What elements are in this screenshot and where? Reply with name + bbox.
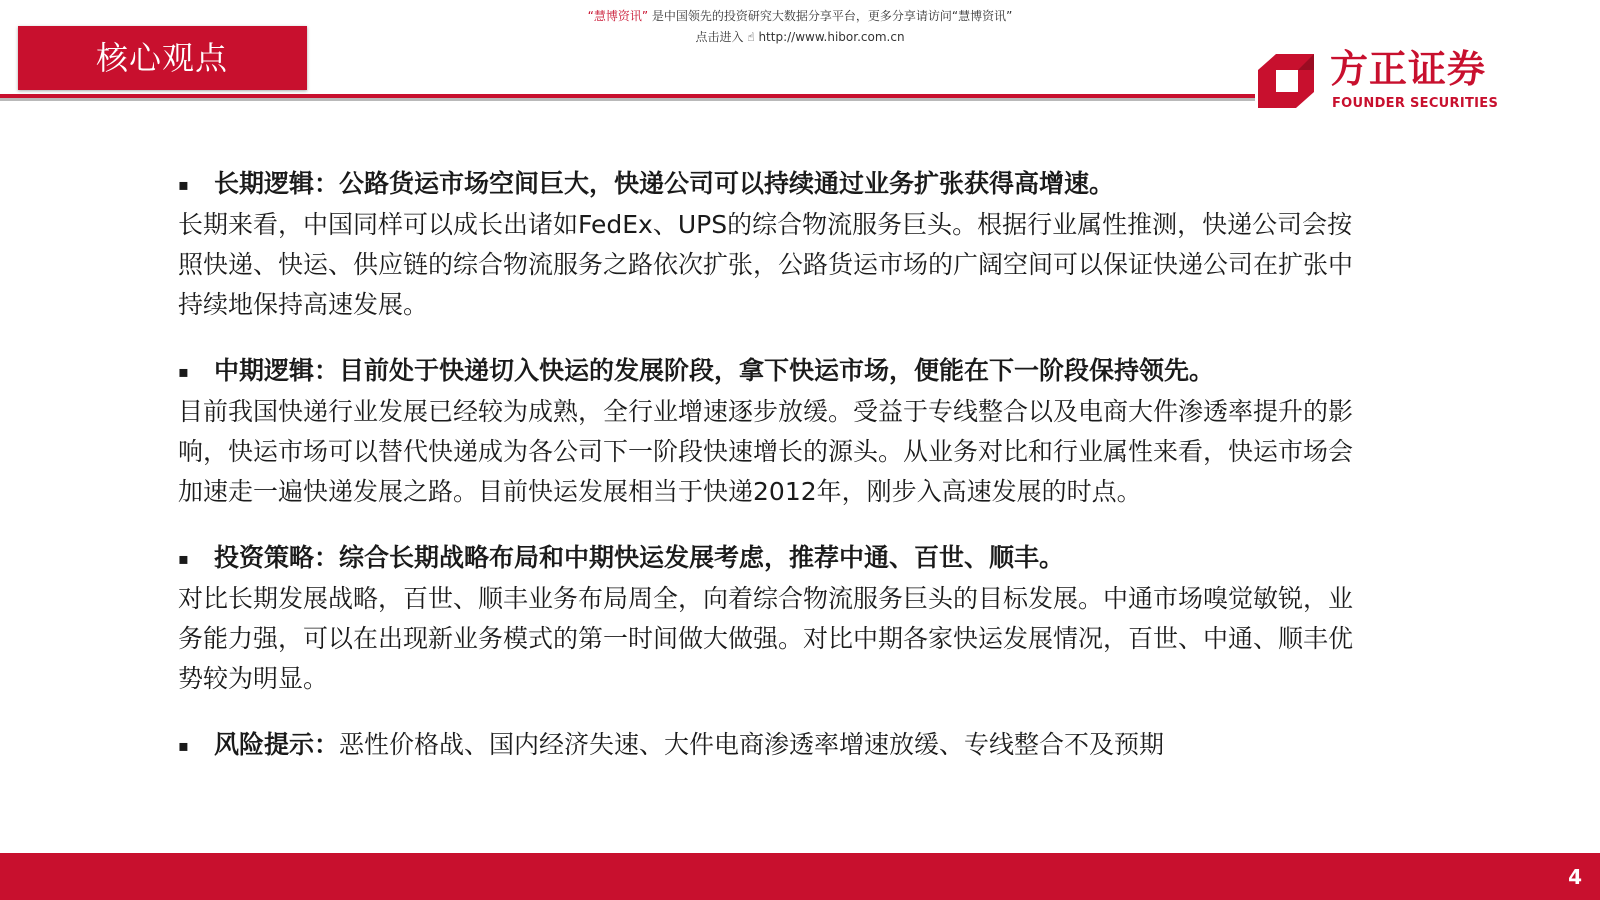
watermark-brand: 慧博资讯 xyxy=(593,9,642,23)
logo-name-en: FOUNDER SECURITIES xyxy=(1332,96,1499,111)
watermark-brand-open: “ xyxy=(587,9,594,23)
key-points-list xyxy=(178,164,1358,766)
bullet-icon: ▪ xyxy=(178,736,189,755)
company-logo xyxy=(1256,44,1536,116)
risk-label: 风险提示： xyxy=(214,730,340,759)
logo-name-cn: 方正证券 xyxy=(1330,47,1487,91)
founder-logo-icon xyxy=(1256,52,1316,110)
watermark-link-prefix: 点击进入 xyxy=(695,30,744,44)
point-body: 目前我国快递行业发展已经较为成熟，全行业增速逐步放缓。受益于专线整合以及电商大件渗透率提升的影响，快运市场可以替代快递成为各公司下一阶段快速增长的源头。从业务对比和行业属性来看，快运市场会加速走一遍快递发展之路。目前快运发展相当于快递2012年，刚步入高速发展的时点。 xyxy=(178,397,1354,506)
key-point-strategy xyxy=(178,538,1358,699)
page-number: 4 xyxy=(1568,865,1582,889)
slide-title: 核心观点 xyxy=(96,39,229,77)
pointer-hand-icon: ☝ xyxy=(747,30,755,44)
watermark-line-1 xyxy=(0,6,1600,27)
risk-text: 恶性价格战、国内经济失速、大件电商渗透率增速放缓、专线整合不及预期 xyxy=(339,730,1165,759)
bullet-icon: ▪ xyxy=(178,362,189,381)
point-heading xyxy=(178,164,1358,205)
point-heading xyxy=(178,725,1358,766)
point-body: 对比长期发展战略，百世、顺丰业务布局周全，向着综合物流服务巨头的目标发展。中通市场嗅觉敏锐，业务能力强，可以在出现新业务模式的第一时间做大做强。对比中期各家快运发展情况，百世、中通、顺丰优势较为明显。 xyxy=(178,584,1354,693)
point-heading xyxy=(178,538,1358,579)
key-point-long-term xyxy=(178,164,1358,325)
point-heading xyxy=(178,351,1358,392)
bullet-icon: ▪ xyxy=(178,549,189,568)
bullet-icon: ▪ xyxy=(178,175,189,194)
point-body: 长期来看，中国同样可以成长出诸如FedEx、UPS的综合物流服务巨头。根据行业属性推测，快递公司会按照快递、快运、供应链的综合物流服务之路依次扩张，公路货运市场的广阔空间可以保证快递公司在扩张中持续地保持高速发展。 xyxy=(178,210,1354,319)
watermark-text: 是中国领先的投资研究大数据分享平台，更多分享请访问“慧博资讯” xyxy=(651,9,1013,23)
header-divider-shadow xyxy=(0,98,1255,101)
footer-bar xyxy=(0,853,1600,900)
slide-title-box xyxy=(18,26,307,90)
watermark-url[interactable]: http://www.hibor.com.cn xyxy=(758,30,905,44)
key-point-mid-term xyxy=(178,351,1358,512)
key-point-risk xyxy=(178,725,1358,766)
point-heading-text: 中期逻辑：目前处于快递切入快运的发展阶段，拿下快运市场，便能在下一阶段保持领先。 xyxy=(214,356,1215,385)
point-heading-text: 长期逻辑：公路货运市场空间巨大，快递公司可以持续通过业务扩张获得高增速。 xyxy=(214,169,1115,198)
watermark-brand-close: ” xyxy=(641,9,649,23)
point-heading-text: 投资策略：综合长期战略布局和中期快运发展考虑，推荐中通、百世、顺丰。 xyxy=(214,543,1065,572)
